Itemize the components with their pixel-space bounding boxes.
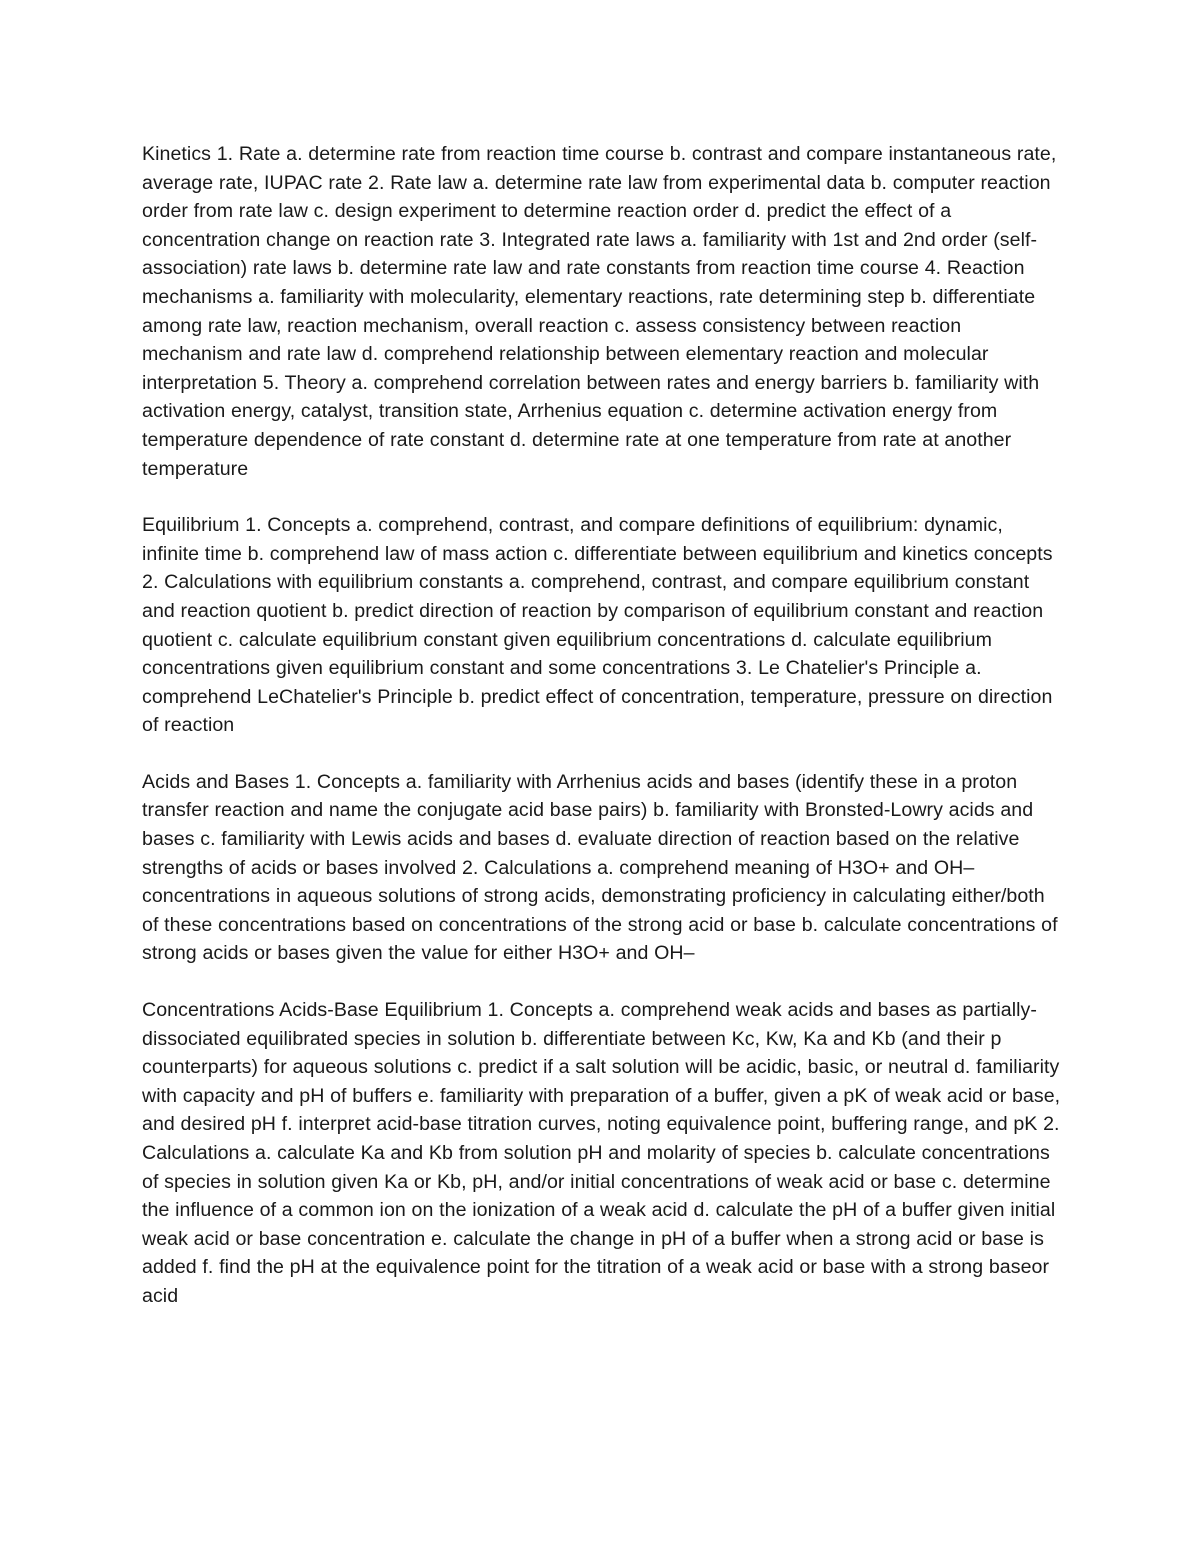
paragraph-kinetics: Kinetics 1. Rate a. determine rate from reaction time course b. contrast and compare instantaneous rate, average rate, IUPAC rate 2. Rate law a. determine rate law from experimental data b. computer reaction order from rate law c. design experiment to determine reaction order d. predict the effect of a concentration change on reaction rate 3. Integrated rate laws a. familiarity with 1st and 2nd order (self-association) rate laws b. determine rate law and rate constants from reaction time course 4. Reaction mechanisms a. familiarity with molecularity, elementary reactions, rate determining step b. differentiate among rate law, reaction mechanism, overall reaction c. assess consistency between reaction mechanism and rate law d. comprehend relationship between elementary reaction and molecular interpretation 5. Theory a. comprehend correlation between rates and energy barriers b. familiarity with activation energy, catalyst, transition state, Arrhenius equation c. determine activation energy from temperature dependence of rate constant d. determine rate at one temperature from rate at another temperature: [142, 143, 1057, 480]
paragraph-acids-and-bases: Acids and Bases 1. Concepts a. familiarity with Arrhenius acids and bases (identify these in a proton transfer reaction and name the conjugate acid base pairs) b. familiarity with Bronsted-Lowry acids and bases c. familiarity with Lewis acids and bases d. evaluate direction of reaction based on the relative strengths of acids or bases involved 2. Calculations a. comprehend meaning of H3O+ and OH– concentrations in aqueous solutions of strong acids, demonstrating proficiency in calculating either/both of these concentrations based on concentrations of the strong acid or base b. calculate concentrations of strong acids or bases given the value for either H3O+ and OH–: [142, 770, 1058, 965]
paragraph-acid-base-equilibrium: Concentrations Acids-Base Equilibrium 1. Concepts a. comprehend weak acids and bases as partially-dissociated equilibrated species in solution b. differentiate between Kc, Kw, Ka and Kb (and their p counterparts) for aqueous solutions c. predict if a salt solution will be acidic, basic, or neutral d. familiarity with capacity and pH of buffers e. familiarity with preparation of a buffer, given a pK of weak acid or base, and desired pH f. interpret acid-base titration curves, noting equivalence point, buffering range, and pK 2. Calculations a. calculate Ka and Kb from solution pH and molarity of species b. calculate concentrations of species in solution given Ka or Kb, pH, and/or initial concentrations of weak acid or base c. determine the influence of a common ion on the ionization of a weak acid d. calculate the pH of a buffer given initial weak acid or base concentration e. calculate the change in pH of a buffer when a strong acid or base is added f. find the pH at the equivalence point for the titration of a weak acid or base with a strong baseor acid: [142, 999, 1061, 1307]
paragraph-equilibrium: Equilibrium 1. Concepts a. comprehend, contrast, and compare definitions of equilibrium: dynamic, infinite time b. comprehend law of mass action c. differentiate between equilibrium and kinetics concepts 2. Calculations with equilibrium constants a. comprehend, contrast, and compare equilibrium constant and reaction quotient b. predict direction of reaction by comparison of equilibrium constant and reaction quotient c. calculate equilibrium constant given equilibrium concentrations d. calculate equilibrium concentrations given equilibrium constant and some concentrations 3. Le Chatelier's Principle a. comprehend LeChatelier's Principle b. predict effect of concentration, temperature, pressure on direction of reaction: [142, 514, 1053, 737]
document-body: [142, 140, 1062, 1339]
